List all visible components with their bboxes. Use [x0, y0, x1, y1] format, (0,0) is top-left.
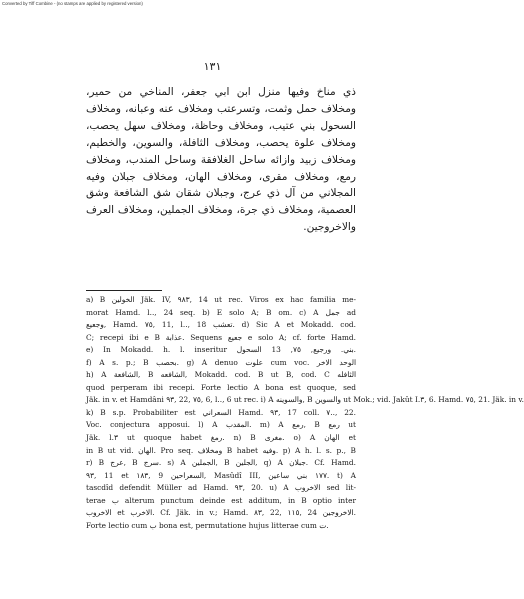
footnote-line: ٩٣, 11 et ١٨٣, 9 السعراحين, Masûdî III, ١٧٧ بني ساعين. t) A [86, 470, 356, 480]
footnote-line: Voc. conjectura apposui. l) A المقدب. m) A رمع, B رمع ut [86, 420, 356, 430]
footnote-divider [86, 290, 162, 291]
footnote-line: h) A الشافعة, B الشافعه, Mokadd. cod. B ut B, cod. C الثافله [86, 370, 356, 380]
footnote-line: in B ut vid. الهان. Pro seq. ومخلاف B habet وفيه. p) A h. l. s. p., B [86, 445, 356, 455]
arabic-main-text [86, 84, 356, 236]
page-number: ١٣١ [203, 60, 222, 73]
footnote-line: k) B s.p. Probabiliter est السعراني Hamd. ٩٣, 17 coll. ٧.., 22. [86, 407, 356, 417]
footnote-line: a) B الخولين Jäk. IV, ٩٨٣, 14 ut rec. Viros ex hac familia me- [86, 295, 356, 304]
footnote-line: r) B عرج, B سرج. s) A الجملين, B الجلين, q) A جبلان. Cf. Hamd. [86, 458, 357, 468]
footnote-line: الاخروب et الاخرب. Cf. Jäk. in v.; Hamd. ٨٣, 22, ١١٥, 24 الاخروجين. [86, 508, 356, 518]
footnote-line: e) In Mokadd. h. l. inseritur بني. ورجيع, ٧٥, 13 السحول. [86, 345, 356, 355]
footnote-line: Jäk. l.٣ ut quoque habet رمغ. n) B مغرى. o) A الهان et [86, 433, 356, 443]
converter-banner: Converted by Tiff Combine - (no stamps are applied by registered version) [2, 1, 143, 6]
footnote-line: Forte lectio cum ب bona est, permutatione hujus litterae cum ت. [86, 520, 329, 530]
footnote-line: quod perperam ibi recepi. Forte lectio A bona est quoque, sed [86, 382, 356, 392]
footnotes-block [86, 294, 524, 532]
footnote-line: Jäk. in v. et Hamdâni ٩٣, 22, ٧٥, 6, l.., 6 ut rec. i) A والسوينه, B والسوين ut Mok.; vid. Jakût I.٣, 6. Hamd. ٧٥, 21. Jäk. in v. [86, 395, 524, 405]
footnote-line: morat Hamd. l.., 24 seq. b) E solo A; B om. c) A جمل ad [86, 307, 356, 317]
footnote-line: f) A s. p.; B بحصب. g) A denuo علوت cum voc. الوحد الاخر [86, 357, 356, 367]
arabic-paragraph: ذي مناخ وفيها منزل ابن ابي جعفر، المناخي من حمير، ومخلاف حمل وثمت، وتسرعتب ومخلاف عنه وعبانه، ومخلاف السحول بني عتيب، ومخلاف وحاظة، ومخلاف سهل يحصب، ومخلاف علوة يحصب، ومخلاف الثافلة، والسوين، والخطيم، ومخلاف زبيد وازائه ساحل الغلافقة وساحل المندب، ومخلاف رمع، ومخلاف مقرى، ومخلاف الهان، ومخلاف جبلان وفيه المجلاني من آل ذي عرج، وجبلان شقان شق الشافعة وشق العصمية، ومخلاف ذي جرة، ومخلاف الجملين، ومخلاف العرف والاخروجين. [86, 86, 356, 234]
footnote-line: وجعيع, Hamd. ٧٥, 11, l.., 18 تعشب. d) Sic A et Mokadd. cod. [86, 320, 356, 330]
footnote-line: tascdîd defendit Müller ad Hamd. ٩٣, 20. u) A الاخروب sed lit- [86, 483, 356, 493]
footnote-line: C; recepi ibi e B عذابة. Sequens جعيع e solo A; cf. forte Hamd. [86, 332, 356, 342]
footnote-line: terae ب alterum punctum deinde est additum, in B optio inter [86, 495, 356, 505]
